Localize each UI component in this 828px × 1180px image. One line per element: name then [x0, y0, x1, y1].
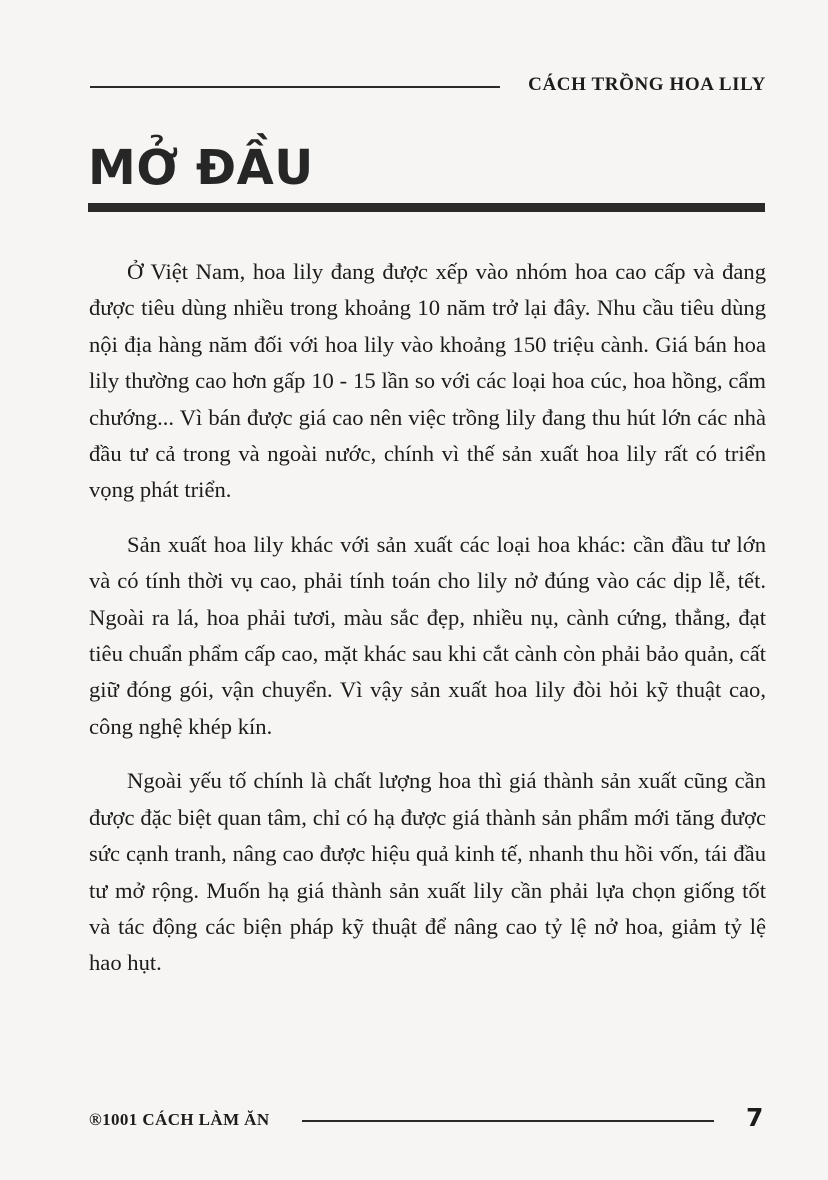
paragraph-1: Ở Việt Nam, hoa lily đang được xếp vào nhóm hoa cao cấp và đang được tiêu dùng nhiều trong khoảng 10 năm trở lại đây. Nhu cầu tiêu dùng nội địa hàng năm đối với hoa lily vào khoảng 150 triệu cành. Giá bán hoa lily thường cao hơn gấp 10 - 15 lần so với các loại hoa cúc, hoa hồng, cẩm chướng... Vì bán được giá cao nên việc trồng lily đang thu hút lớn các nhà đầu tư cả trong và ngoài nước, chính vì thế sản xuất hoa lily rất có triển vọng phát triển.	[89, 259, 766, 503]
chapter-title: MỞ ĐẦU	[88, 140, 314, 196]
footer-rule	[302, 1120, 714, 1122]
header-rule	[90, 86, 500, 88]
chapter-title-underline	[88, 203, 765, 212]
running-header-title: CÁCH TRỒNG HOA LILY	[528, 74, 766, 95]
paragraph-3: Ngoài yếu tố chính là chất lượng hoa thì giá thành sản xuất cũng cần được đặc biệt quan tâm, chỉ có hạ được giá thành sản phẩm mới tăng được sức cạnh tranh, nâng cao được hiệu quả kinh tế, nhanh thu hồi vốn, tái đầu tư mở rộng. Muốn hạ giá thành sản xuất lily cần phải lựa chọn giống tốt và tác động các biện pháp kỹ thuật để nâng cao tỷ lệ nở hoa, giảm tỷ lệ hao hụt.	[89, 768, 766, 976]
body-text	[89, 254, 766, 1000]
footer-series-name: ®1001 CÁCH LÀM ĂN	[89, 1110, 270, 1129]
page-number: 7	[746, 1103, 764, 1132]
paragraph-2: Sản xuất hoa lily khác với sản xuất các loại hoa khác: cần đầu tư lớn và có tính thời vụ cao, phải tính toán cho lily nở đúng vào các dịp lễ, tết. Ngoài ra lá, hoa phải tươi, màu sắc đẹp, nhiều nụ, cành cứng, thẳng, đạt tiêu chuẩn phẩm cấp cao, mặt khác sau khi cắt cành còn phải bảo quản, cất giữ đóng gói, vận chuyển. Vì vậy sản xuất hoa lily đòi hỏi kỹ thuật cao, công nghệ khép kín.	[89, 531, 766, 739]
